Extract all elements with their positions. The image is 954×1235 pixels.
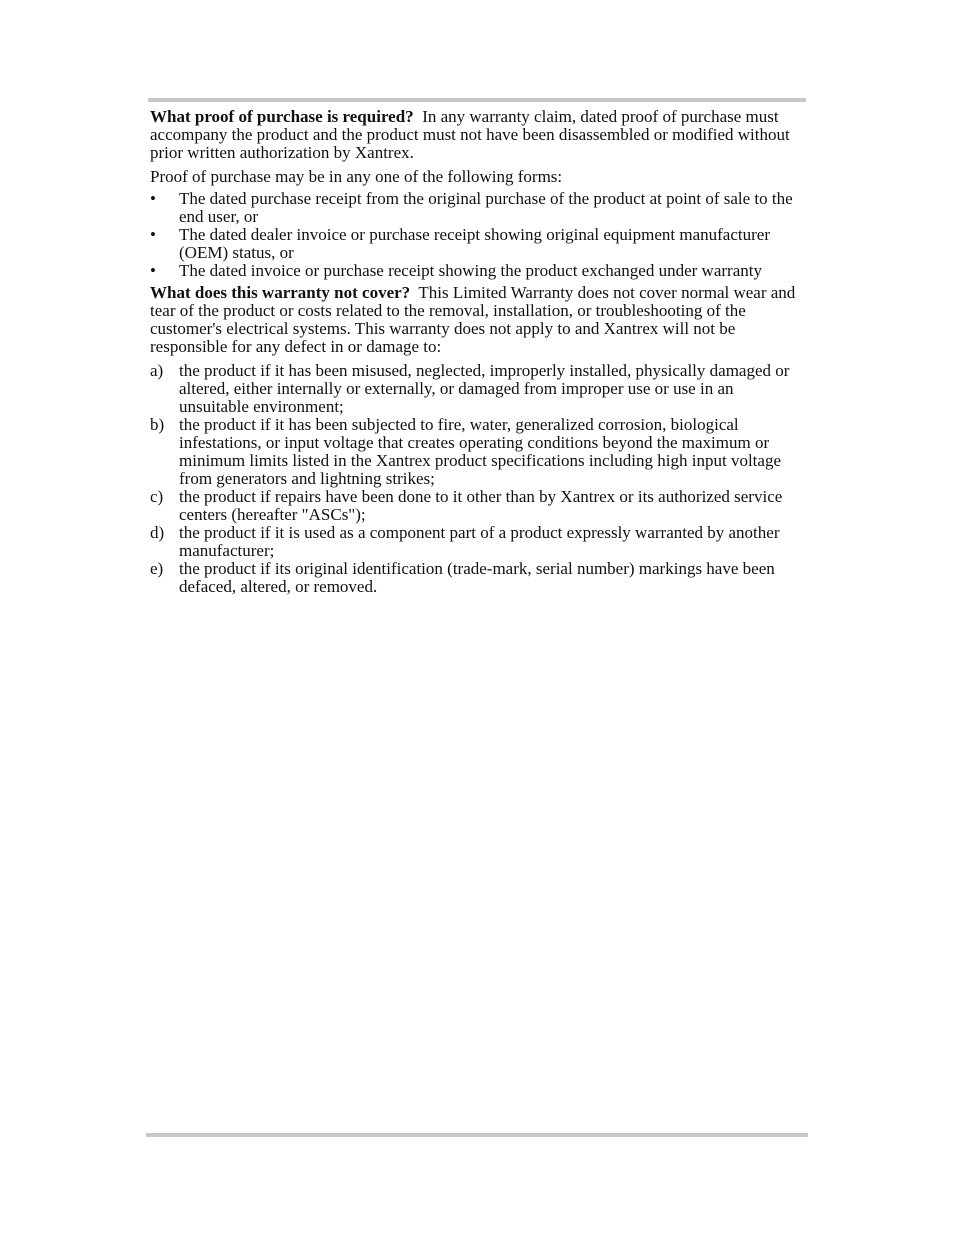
proof-text: In any warranty claim, dated proof of purchase must accompany the product and the product must not have been disassembled or modified without prior written authorization by Xantrex. <box>150 107 790 162</box>
not-covered-text: This Limited Warranty does not cover normal wear and tear of the product or costs related to the removal, installation, or troubleshooting of the customer's electrical systems. This warranty does not apply to and Xantrex will not be responsible for any defect in or damage to: <box>150 283 796 356</box>
list-item-text: The dated dealer invoice or purchase receipt showing original equipment manufacturer (OEM) status, or <box>179 225 770 262</box>
letter-marker: e) <box>150 559 164 578</box>
list-item <box>150 190 806 226</box>
proof-paragraph <box>150 108 806 162</box>
letter-marker: b) <box>150 415 165 434</box>
list-item <box>150 262 806 280</box>
bullet-marker: • <box>150 261 156 280</box>
not-covered-heading: What does this warranty not cover? <box>150 283 411 302</box>
forms-intro: Proof of purchase may be in any one of the following forms: <box>150 167 563 186</box>
list-item-text: the product if it has been subjected to fire, water, generalized corrosion, biological infestations, or input voltage that creates operating conditions beyond the maximum or minimum limits listed in the Xantrex product specifications including high input voltage from generators and lightning strikes; <box>179 415 781 488</box>
bullet-marker: • <box>150 189 156 208</box>
top-rule <box>148 98 806 102</box>
list-item-text: the product if its original identification (trade-mark, serial number) markings have been defaced, altered, or removed. <box>179 559 775 596</box>
proof-forms-list <box>150 190 806 280</box>
list-item <box>150 560 806 596</box>
letter-marker: d) <box>150 523 165 542</box>
list-item-text: the product if repairs have been done to it other than by Xantrex or its authorized service centers (hereafter "ASCs"); <box>179 487 783 524</box>
list-item <box>150 362 806 416</box>
list-item-text: the product if it is used as a component part of a product expressly warranted by another manufacturer; <box>179 523 780 560</box>
bottom-rule <box>146 1133 808 1137</box>
warranty-content <box>150 108 806 600</box>
letter-marker: c) <box>150 487 164 506</box>
list-item-text: The dated purchase receipt from the original purchase of the product at point of sale to the end user, or <box>179 189 793 226</box>
list-item-text: the product if it has been misused, neglected, improperly installed, physically damaged or altered, either internally or externally, or damaged from improper use or use in an unsuitable environment; <box>179 361 790 416</box>
list-item-text: The dated invoice or purchase receipt showing the product exchanged under warranty <box>179 261 762 280</box>
list-item <box>150 416 806 488</box>
list-item <box>150 524 806 560</box>
bullet-marker: • <box>150 225 156 244</box>
not-covered-list <box>150 362 806 596</box>
list-item <box>150 488 806 524</box>
not-covered-paragraph <box>150 284 806 356</box>
list-item <box>150 226 806 262</box>
proof-heading: What proof of purchase is required? <box>150 107 414 126</box>
letter-marker: a) <box>150 361 164 380</box>
